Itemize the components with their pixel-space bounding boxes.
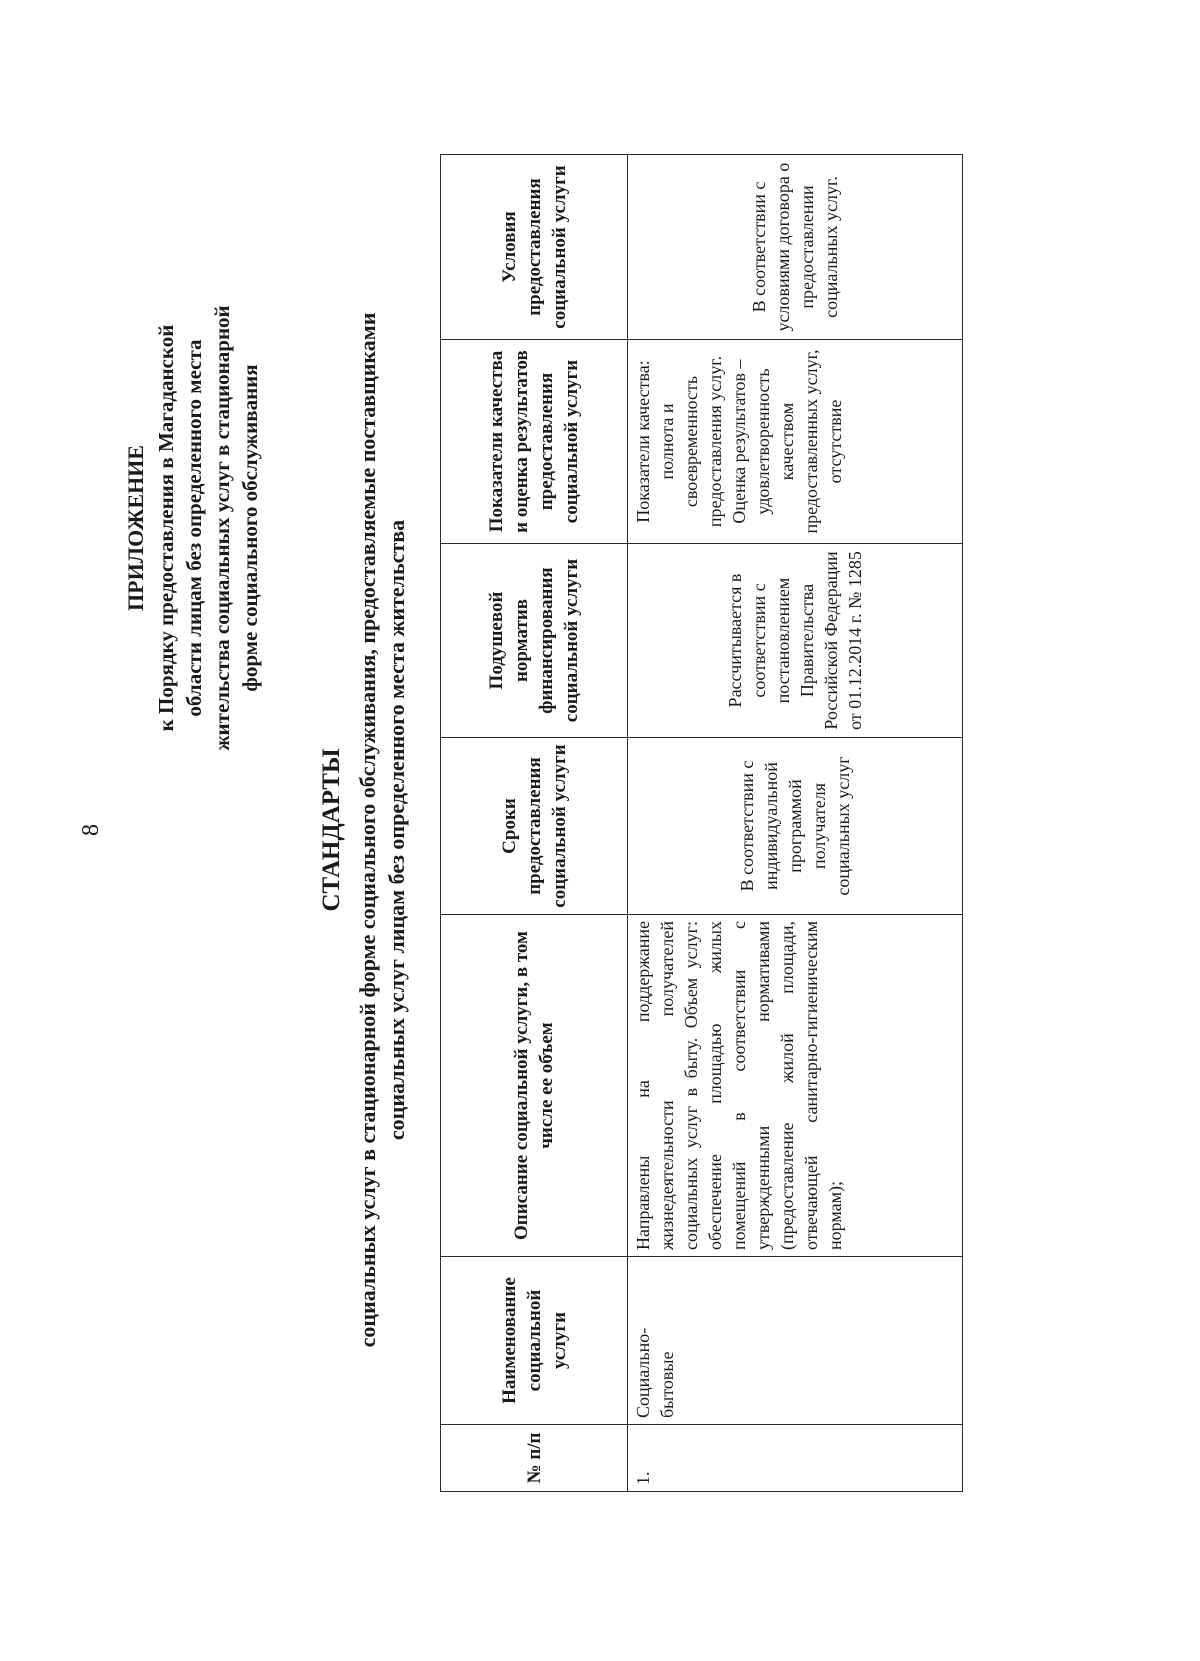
conditions-text: В соответствии с условиями договора о предоставлении социальных услуг. [749,162,841,332]
cell-num: 1. [628,1425,963,1492]
header-conditions: Условия предоставления социальной услуги [441,155,628,340]
terms-text: В соответствии с индивидуальной программой получателя социальных услуг [737,756,853,896]
table-row [628,155,963,1492]
cell-conditions [628,155,963,340]
appendix-line: к Порядку предоставления в Магаданской [154,324,178,732]
page-number: 8 [78,824,104,836]
document-subtitle [353,170,411,1490]
standards-table [440,154,963,1492]
cell-quality: Показатели качества: полнота и своевременность предоставления услуг. Оценка результатов – удовлетворенность качеством предоставленных услуг, отсутствие [628,340,963,544]
header-quality: Показатели качества и оценка результатов предоставления социальной услуги [441,340,628,544]
header-description: Описание социальной услуги, в том числе ее объем [441,915,628,1257]
header-terms: Сроки предоставления социальной услуги [441,738,628,915]
subtitle-line: социальных услуг в стационарной форме социального обслуживания, предоставляемые поставщиками [355,312,380,1348]
subtitle-line: социальных услуг лицам без определенного места жительства [384,519,409,1141]
document-title: СТАНДАРТЫ [318,748,345,912]
table-header-row [441,155,628,1492]
cell-terms [628,738,963,915]
financing-text: Рассчитывается в соответствии с постановлением Правительства Российской Федерации от 01.12.2014 г. № 1285 [725,551,865,730]
appendix-title: ПРИЛОЖЕНИЕ [123,445,148,611]
appendix-block [122,288,264,768]
cell-financing [628,544,963,738]
cell-name: Социально-бытовые [628,1257,963,1425]
header-financing: Подушевой норматив финансирования социальной услуги [441,544,628,738]
document-page [0,30,1140,1630]
appendix-line: жительства социальных услуг в стационарной [210,305,234,751]
cell-description: Направлены на поддержание жизнедеятельности получателей социальных услуг в быту. Объем услуг: обеспечение площадью жилых помещений в соответствии с утвержденными нормативами (предоставление жилой площади, отвечающей санитарно-гигиеническим нормам); [628,915,963,1257]
header-name: Наименование социальной услуги [441,1257,628,1425]
appendix-line: форме социального обслуживания [238,364,262,692]
appendix-line: области лицам без определенного места [182,339,206,717]
header-num: № п/п [441,1425,628,1492]
